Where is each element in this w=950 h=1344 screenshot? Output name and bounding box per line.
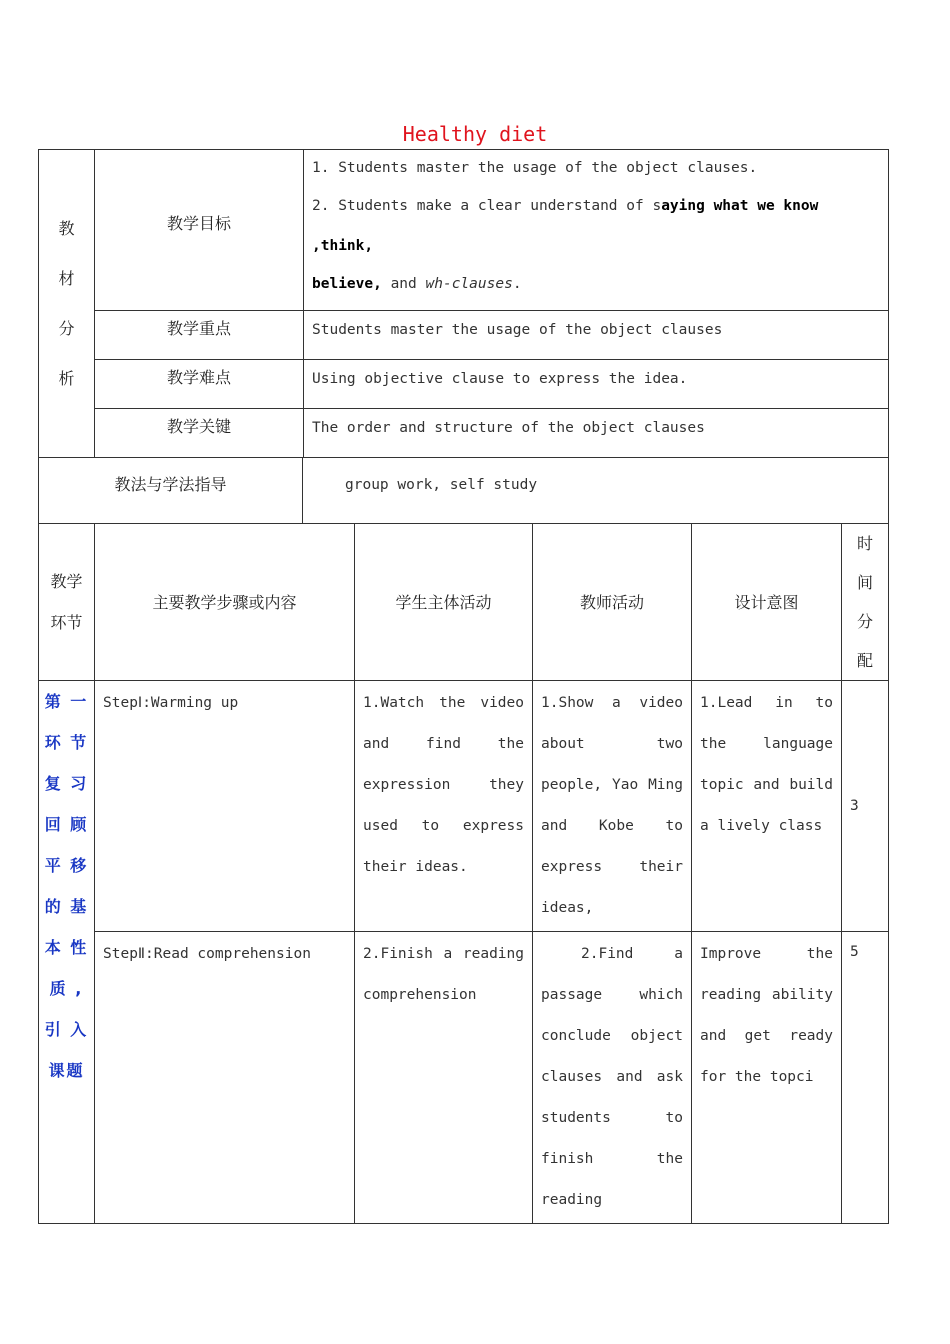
stage-label-line: 环 节: [44, 733, 89, 752]
objectives-label: 教学目标: [95, 150, 304, 311]
step-1-time: 3: [842, 681, 889, 932]
header-time: [842, 524, 889, 681]
objective-item-2-and: and: [381, 276, 426, 292]
step-1-student: 1.Watch the video and find the expression they used to express their ideas.: [355, 681, 533, 932]
stage-label-line: 平 移: [44, 856, 89, 875]
objective-item-2-italic: wh-clauses: [425, 276, 513, 292]
header-time-char: 分: [856, 612, 873, 631]
objective-item-2: [312, 186, 880, 266]
objective-item-1: 1. Students master the usage of the object clauses.: [312, 160, 758, 176]
page-title: Healthy diet: [402, 122, 548, 146]
header-design: 设计意图: [692, 524, 842, 681]
method-label: 教法与学法指导: [39, 457, 303, 523]
step-2-time: 5: [842, 932, 889, 1224]
difficulty-text: Using objective clause to express the idea.: [304, 360, 889, 409]
stage-label-line: 回 顾: [44, 815, 89, 834]
stage-label-line: 的 基: [44, 897, 89, 916]
objective-item-2-prefix: 2. Students make a clear understand of s: [312, 198, 662, 214]
objective-item-2-cont: [312, 266, 880, 302]
analysis-char: 教: [58, 218, 75, 238]
header-student: 学生主体活动: [355, 524, 533, 681]
procedure-table: [38, 523, 889, 1224]
objective-item-2-end: .: [512, 276, 522, 292]
analysis-table: [38, 149, 889, 458]
header-stage-line: 教学: [50, 572, 83, 591]
header-teacher: 教师活动: [533, 524, 692, 681]
step-2-design: Improve the reading ability and get ready for the topci: [692, 932, 842, 1224]
key-point-text: Students master the usage of the object clauses: [304, 311, 889, 360]
step-1-design: 1.Lead in to the language topic and build a lively class: [692, 681, 842, 932]
header-steps: 主要教学步骤或内容: [95, 524, 355, 681]
header-stage: [39, 524, 95, 681]
method-table: [38, 457, 889, 524]
step-1-content: StepⅠ:Warming up: [95, 681, 355, 932]
analysis-label-cell: [39, 150, 95, 458]
header-time-char: 配: [856, 651, 873, 670]
stage-label-line: 质 ,: [49, 979, 84, 998]
stage-label-cell: [39, 681, 95, 1224]
step-1-teacher: 1.Show a video about two people, Yao Ming and Kobe to express their ideas,: [533, 681, 692, 932]
step-2-teacher: 2.Find a passage which conclude object clauses and ask students to finish the reading: [533, 932, 692, 1224]
key-point-label: 教学重点: [95, 311, 304, 360]
header-time-char: 间: [856, 573, 873, 592]
step-2-student: 2.Finish a reading comprehension: [355, 932, 533, 1224]
objectives-content: [304, 150, 889, 311]
stage-label-line: 第 一: [44, 692, 89, 711]
header-time-char: 时: [856, 534, 873, 553]
method-text: group work, self study: [303, 457, 889, 523]
analysis-char: 材: [58, 268, 75, 288]
analysis-char: 析: [58, 368, 75, 388]
key-label: 教学关键: [95, 409, 304, 458]
analysis-char: 分: [58, 318, 75, 338]
stage-label-line: 引 入: [44, 1020, 89, 1039]
objective-item-2-bold2: believe,: [312, 276, 382, 292]
objective-item-2-bold: aying what we know ,think,: [312, 198, 819, 254]
stage-label-line: 本 性: [44, 938, 89, 957]
stage-label-line: 复 习: [44, 774, 89, 793]
difficulty-label: 教学难点: [95, 360, 304, 409]
header-stage-line: 环节: [50, 613, 83, 632]
stage-label-line: 课题: [48, 1061, 85, 1080]
step-2-content: StepⅡ:Read comprehension: [95, 932, 355, 1224]
key-text: The order and structure of the object clauses: [304, 409, 889, 458]
